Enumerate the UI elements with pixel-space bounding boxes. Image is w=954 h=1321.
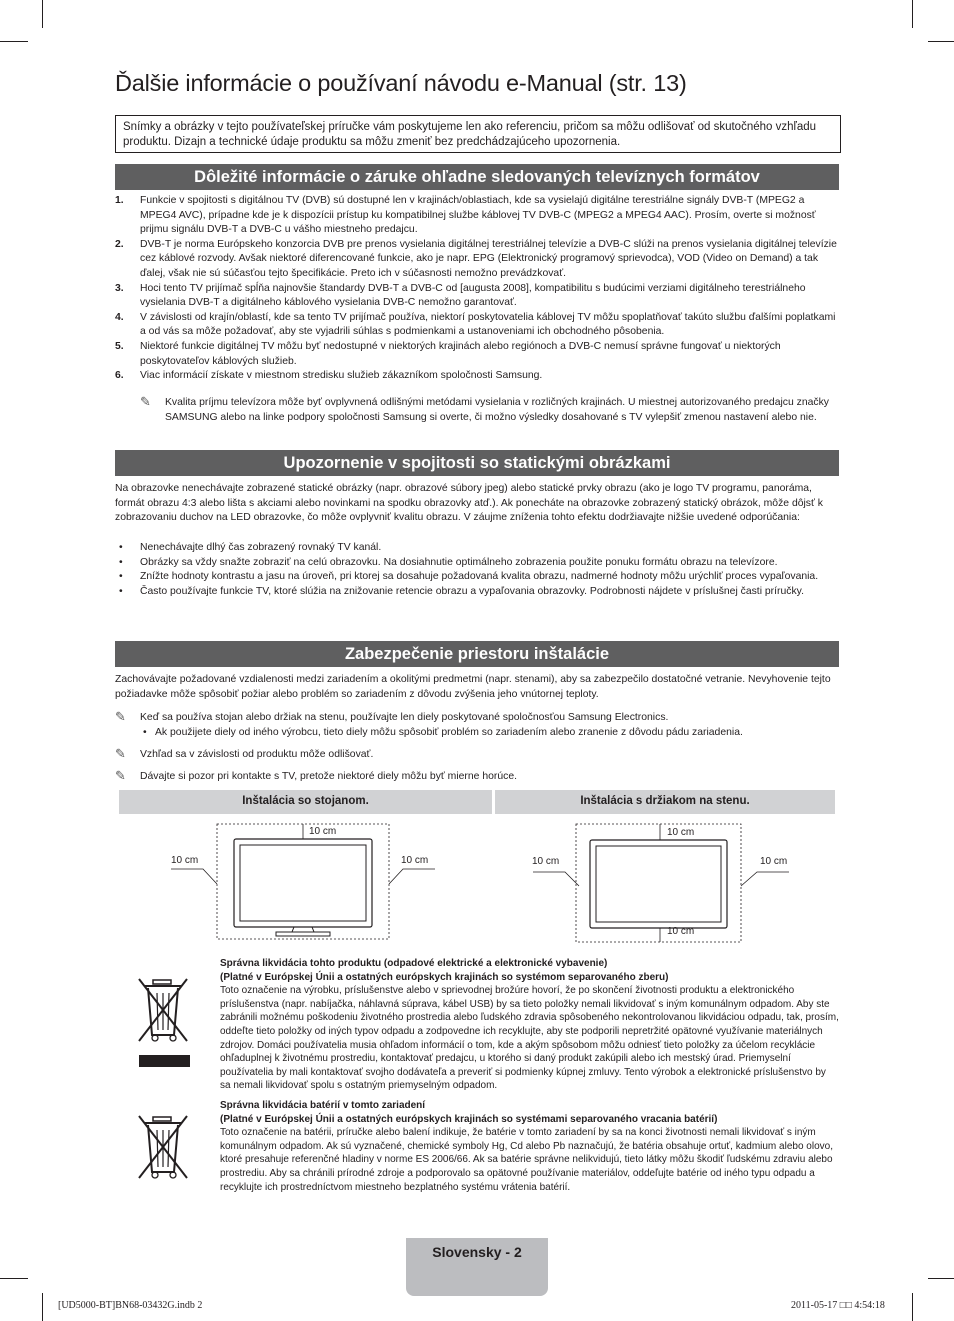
crop-mark — [912, 0, 913, 28]
battery-disposal-text: Toto označenie na batérii, príručke alebo balení indikuje, že batérie v tomto zariadení by sa na konci životnosti nemali likvidovať s iným komunálnym odpadom. Ak sú vyznačené, chemické symboly Hg, Cd alebo Pb naznačujú, že batéria obsahuje ortuť, kadmium alebo olovo, ktoré presahuje referenčné hladiny v norme ES 2006/66. Ak sa batérie správne nelikvidujú, tieto látky môžu škodiť ľudskému zdraviu alebo prostrediu. Aby sa chránili prírodné zdroje a podporovalo sa opätovné používanie materiálov, oddeľujte batérie od iného typu odpadu a recyklujte ich prostredníctvom miestneho bezplatného systému vrátenia batérií. — [220, 1127, 833, 1193]
clearance-label-top: 10 cm — [667, 827, 695, 838]
crop-mark — [928, 1278, 954, 1279]
battery-disposal-notice — [220, 1099, 839, 1194]
warranty-list — [115, 194, 839, 384]
crossed-bin-icon — [135, 975, 193, 1069]
list-item: • Obrázky sa vždy snažte zobraziť na celú obrazovku. Na dosiahnutie optimálneho zobrazenia použite ponuku formátu obrazu na televízore. — [115, 556, 839, 571]
list-item: 2. DVB-T je norma Európskeho konzorcia DVB pre prenos vysielania digitálnej terestriálnej televízie a DVB-C slúži na prenos vysielania digitálnej televízie cez káblové rozvody. Avšak niektoré diferencované funkcie, ako je napr. EPG (Elektronický programový sprievodca), VOD (Video on Demand) a tak ďalej, však nie sú súčasťou tejto špecifikácie. Preto ich v súčasnosti nemožno prevádzkovať. — [115, 238, 837, 279]
list-item: 5. Niektoré funkcie digitálnej TV môžu byť nedostupné v niektorých krajinách alebo regiónoch a DVB-C nemusí správne fungovať u niektorých poskytovateľov káblových služieb. — [115, 340, 781, 367]
crop-mark — [0, 41, 28, 42]
installation-intro: Zachovávajte požadované vzdialenosti medzi zariadením a okolitými predmetmi (napr. stenami), aby sa zabezpečilo dostatočné vetranie. Nevyhovenie tejto požiadavke môže spôsobiť požiar alebo problém so zariadením z dôvodu zvýšenia jeho vnútornej teploty. — [115, 674, 831, 700]
crop-mark — [42, 1293, 43, 1321]
list-item: 6. Viac informácií získate v miestnom stredisku služieb zákazníkom spoločnosti Samsung. — [115, 370, 543, 382]
crop-mark — [42, 0, 43, 28]
print-timestamp: 2011-05-17 □□ 4:54:18 — [791, 1300, 885, 1311]
section-heading-warranty: Dôležité informácie o záruke ohľadne sledovaných televíznych formátov — [115, 164, 839, 190]
stand-installation-header: Inštalácia so stojanom. — [119, 790, 492, 814]
bullet-dot: • — [143, 727, 147, 738]
disclaimer-box: Snímky a obrázky v tejto používateľskej príručke vám poskytujeme len ako referenciu, pričom sa môžu odlišovať od skutočného vzhľadu produktu. Dizajn a technické údaje produktu sa môžu zmeniť bez predchádzajúceho upozornenia. — [115, 115, 841, 153]
note-pencil-icon: ✎ — [140, 394, 151, 409]
print-file-info: [UD5000-BT]BN68-03432G.indb 2 — [58, 1300, 203, 1311]
section-heading-installation-space: Zabezpečenie priestoru inštalácie — [115, 641, 839, 667]
note-pencil-icon: ✎ — [115, 709, 126, 724]
crop-mark — [928, 41, 954, 42]
static-images-intro: Na obrazovke nenechávajte zobrazené statické obrázky (napr. obrazové súbory jpeg) alebo statické prvky obrazu (ako je logo TV programu, panoráma, formát obrazu 4:3 alebo lišta s akciami alebo novinkami na spodku obrazovky atď.). Ak ponecháte na obrazovke zobrazený statický obrázok, môže dôjsť k zobrazovaniu duchov na LED obrazovke, čo môže ovplyvniť kvalitu obrazu. V záujme zníženia tohto efektu dodržiavajte nižšie uvedené odporúčania: — [115, 483, 823, 524]
battery-disposal-title: Správna likvidácia batérií v tomto zariadení — [220, 1100, 426, 1111]
list-item: • Nenechávajte dlhý čas zobrazený rovnaký TV kanál. — [115, 541, 839, 556]
note-pencil-icon: ✎ — [115, 768, 126, 783]
clearance-label-right: 10 cm — [401, 855, 429, 866]
clearance-label-left: 10 cm — [532, 856, 560, 867]
samsung-parts-note: Keď sa používa stojan alebo držiak na stenu, používajte len diely poskytované spoločnosťou Samsung Electronics. — [140, 712, 669, 723]
clearance-label-top: 10 cm — [309, 826, 337, 837]
product-disposal-title: Správna likvidácia tohto produktu (odpadové elektrické a elektronické vybavenie) — [220, 958, 608, 969]
wall-installation-header: Inštalácia s držiakom na stenu. — [495, 790, 835, 814]
battery-disposal-subtitle: (Platné v Európskej Únii a ostatných európskych krajinách so systémami separovaného vracania batérií) — [220, 1113, 718, 1125]
appearance-note: Vzhľad sa v závislosti od produktu môže odlišovať. — [140, 749, 374, 760]
page-title: Ďalšie informácie o používaní návodu e-Manual (str. 13) — [115, 70, 687, 96]
clearance-label-left: 10 cm — [171, 855, 199, 866]
note-pencil-icon: ✎ — [115, 746, 126, 761]
third-party-parts-note: Ak použijete diely od iného výrobcu, tieto diely môžu spôsobiť problém so zariadením alebo zranenie z dôvodu pádu zariadenia. — [155, 727, 743, 738]
list-item: • Znížte hodnoty kontrastu a jasu na úroveň, pri ktorej sa dosahuje požadovaná kvalita obrazu, nadmerné hodnoty môžu urýchliť proces vypaľovania. — [115, 570, 839, 585]
hot-parts-note: Dávajte si pozor pri kontakte s TV, pretože niektoré diely môžu byť mierne horúce. — [140, 771, 517, 782]
reception-note: Kvalita príjmu televízora môže byť ovplyvnená odlišnými metódami vysielania v rozličných krajinách. U miestnej autorizovaného predajcu značky SAMSUNG alebo na linke podpory spoločnosti Samsung si overte, či možno výsledky dosahované s TV vylepšiť zmenou nastavení alebo nie. — [165, 397, 830, 423]
clearance-label-right: 10 cm — [760, 856, 788, 867]
crossed-bin-battery-icon — [135, 1112, 193, 1184]
crop-mark — [912, 1293, 913, 1321]
list-item: 4. V závislosti od krajín/oblastí, kde sa tento TV prijímač používa, niektorí poskytovatelia káblovej TV môžu spoplatňovať takúto službu ďalšími poplatkami a od vás sa môže požadovať, aby ste vyjadrili súhlas s podmienkami a ustanoveniami ich obchodného pôsobenia. — [115, 311, 836, 338]
product-disposal-notice — [220, 957, 839, 1093]
product-disposal-text: Toto označenie na výrobku, príslušenstve alebo v sprievodnej brožúre hovorí, že po skončení životnosti produktu a elektronického príslušenstva (napr. nabíjačka, náhlavná súprava, kábel USB) by sa tieto položky nemali likvidovať s iným komunálnym odpadom. Aby ste zabránili možnému poškodeniu životného prostredia alebo ľudského zdravia spôsobeného nekontrolovanou likvidáciou odpadu, tak, prosím, oddeľte tieto položky od iných typov odpadu a zodpovedne ich recyklujte, aby ste podporili nepretržité opätovné využívanie materiálnych zdrojov. Domáci používatelia musia ohľadom informácií o tom, kde a akým spôsobom môžu odniesť tieto položky za účelom recyklácie ohľaduplnej k životnému prostrediu, kontaktovať predajcu, u ktorého si daný produkt zakúpili alebo ich mestský úrad. Priemyselní používatelia by mali kontaktovať svojho dodávateľa a preveriť si podmienky kúpnej zmluvy. Tento výrobok a elektronické príslušenstvo by sa nemali likvidovať spolu s ostatným priemyselným odpadom. — [220, 985, 839, 1092]
static-images-tips — [115, 541, 839, 599]
clearance-label-bottom: 10 cm — [667, 926, 695, 937]
product-disposal-subtitle: (Platné v Európskej Únii a ostatných európskych krajinách so systémom separovaného zberu) — [220, 971, 669, 983]
section-heading-static-images: Upozornenie v spojitosti so statickými obrázkami — [115, 450, 839, 476]
page-number-label: Slovensky - 2 — [432, 1244, 522, 1260]
list-item: 3. Hoci tento TV prijímač spĺňa najnovšie štandardy DVB-T a DVB-C od [augusta 2008], kompatibilitu s budúcimi verziami digitálneho terestriálneho vysielania DVB-T a digitálneho káblového vysielania DVB-C nemožno garantovať. — [115, 282, 806, 309]
stand-installation-diagram — [119, 814, 495, 944]
list-item: 1. Funkcie v spojitosti s digitálnou TV (DVB) sú dostupné len v krajinách/oblastiach, kde sa vysielajú digitálne terestriálne signály DVB-T (MPEG2 a MPEG4 AVC), prípadne kde je k dispozícii prístup ku kompatibilnej službe káblovej TV DVB-C (MPEG2 a MPEG4 AAC). Prosím, overte si možnosť prijmu signálu DVB-T a DVB-C u vášho miestneho predajcu. — [115, 195, 816, 236]
crop-mark — [0, 1278, 28, 1279]
list-item: • Často používajte funkcie TV, ktoré slúžia na znižovanie retencie obrazu a vypaľovania obrazovky. Podrobnosti nájdete v príslušnej časti príručky. — [115, 585, 839, 600]
